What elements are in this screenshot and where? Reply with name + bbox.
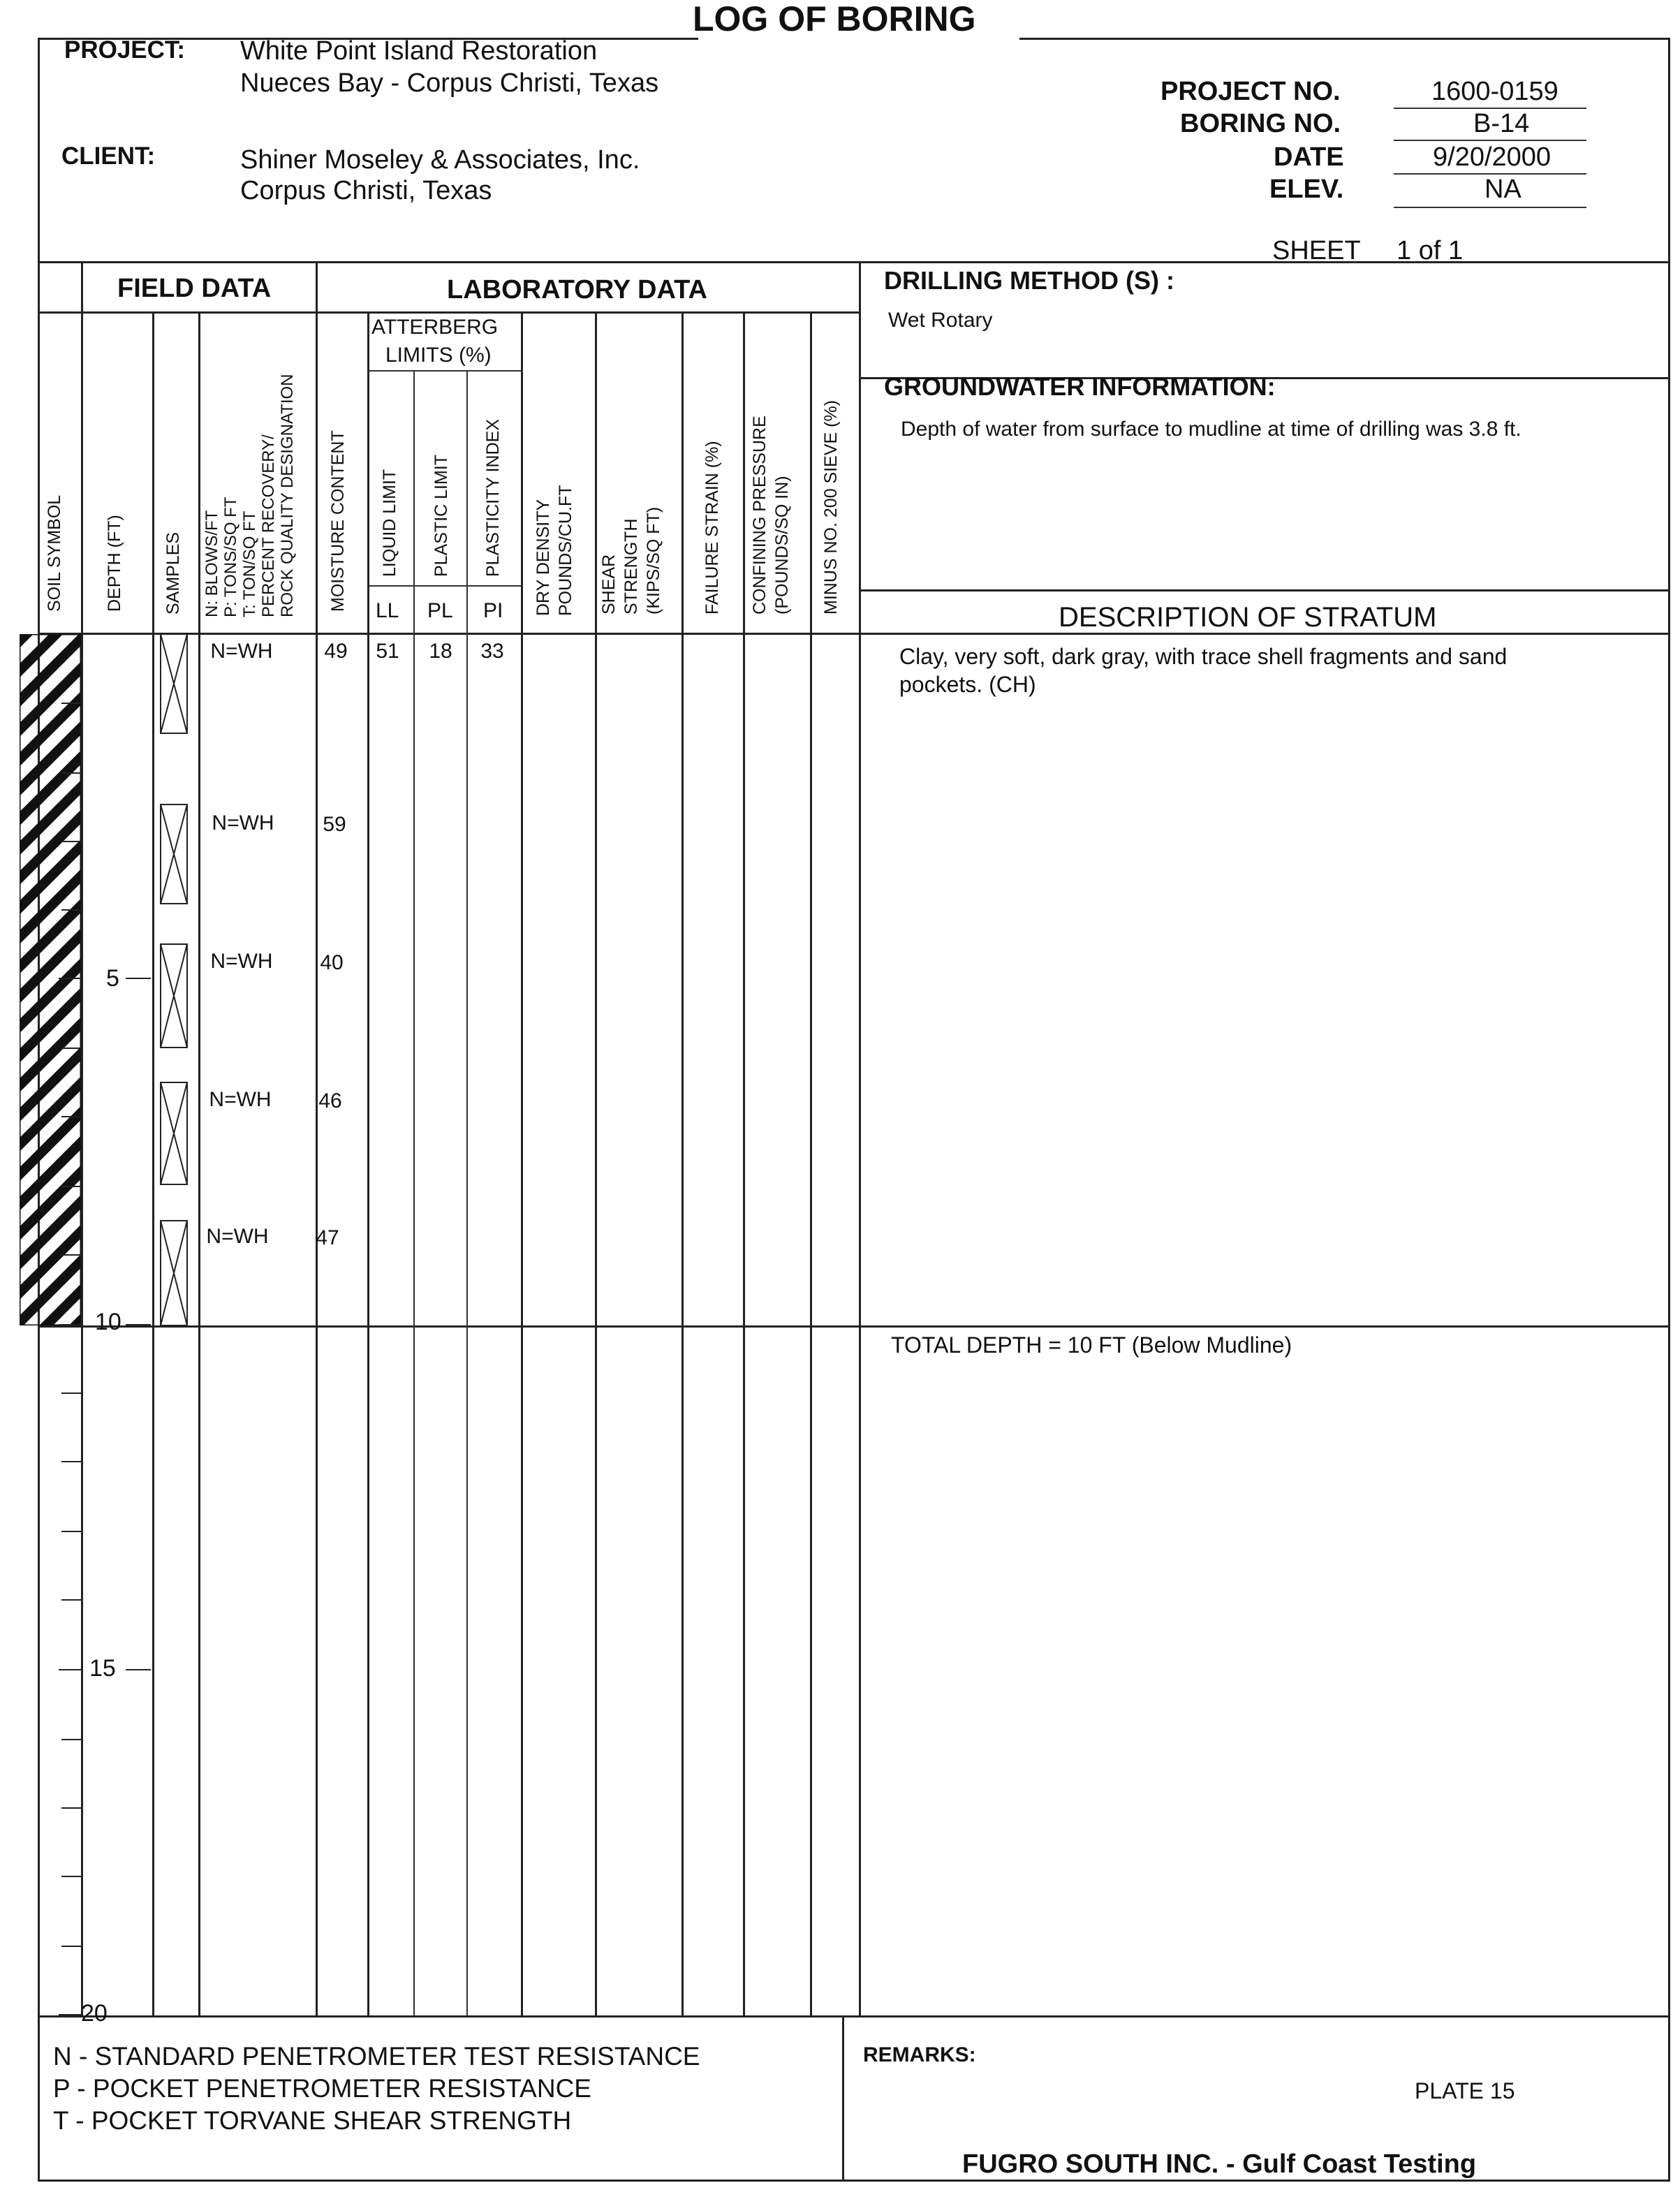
- col-line-confining: [810, 311, 812, 2015]
- fieldlab-divider: [38, 311, 859, 314]
- field-legend-line: P: TONS/SQ FT: [221, 497, 240, 617]
- company-division: Gulf Coast Testing: [1242, 2149, 1477, 2179]
- sheet-value: 1 of 1: [1397, 236, 1464, 265]
- client-location: Corpus Christi, Texas: [240, 176, 492, 205]
- confining-line: CONFINING PRESSURE: [750, 416, 769, 615]
- total-depth: TOTAL DEPTH = 10 FT (Below Mudline): [891, 1332, 1292, 1358]
- col-line-samples: [198, 311, 200, 2015]
- sheet-label: SHEET: [1272, 236, 1361, 265]
- legend-line: T - POCKET TORVANE SHEAR STRENGTH: [53, 2106, 572, 2135]
- depth-tick: [61, 703, 81, 704]
- depth-tick: [61, 1807, 81, 1809]
- legend-line: N - STANDARD PENETROMETER TEST RESISTANCE: [53, 2042, 700, 2071]
- date-label: DATE: [1274, 142, 1344, 172]
- sample-field-value: N=WH: [206, 1225, 269, 1248]
- pl-label: PL: [427, 599, 453, 622]
- depth-tick: [61, 1186, 81, 1187]
- depth-header: DEPTH (FT): [105, 515, 124, 612]
- depth-tick: [61, 1116, 81, 1117]
- depth-label-10: 10: [95, 1309, 121, 1335]
- failure-strain-header: FAILURE STRAIN (%): [702, 441, 722, 615]
- dry-density-line: DRY DENSITY: [533, 499, 553, 616]
- depth-major-tick: [126, 1669, 151, 1670]
- depth-label-20: 20: [81, 2000, 108, 2027]
- depth-tick: [61, 1531, 81, 1532]
- col-line-ll: [413, 370, 415, 2015]
- minus-200-header: MINUS NO. 200 SIEVE (%): [821, 399, 841, 615]
- depth-tick: [61, 1392, 81, 1394]
- elev-value: NA: [1484, 175, 1521, 204]
- dry-density-line: POUNDS/CU.FT: [556, 485, 575, 616]
- sample-moisture: 46: [318, 1089, 342, 1112]
- depth-tick: [61, 1048, 81, 1049]
- shear-strength-header: [598, 507, 665, 615]
- sample-moisture: 47: [316, 1226, 339, 1249]
- groundwater-bottom-line: [859, 589, 1670, 591]
- laboratory-data-heading: LABORATORY DATA: [447, 275, 707, 304]
- project-label: PROJECT:: [64, 36, 186, 64]
- moisture-content-header: MOISTURE CONTENT: [328, 430, 348, 612]
- depth-major-tick: [59, 978, 82, 979]
- legend-remarks-divider: [842, 2015, 844, 2182]
- stratum-description-line: pockets. (CH): [899, 672, 1036, 697]
- sample-field-value: N=WH: [209, 1088, 272, 1111]
- shear-line: STRENGTH: [621, 518, 641, 615]
- elev-label: ELEV.: [1269, 175, 1344, 204]
- sample-moisture: 59: [323, 813, 346, 836]
- sample-moisture: 49: [324, 640, 348, 663]
- sample-pi: 33: [480, 640, 504, 663]
- depth-tick: [61, 1739, 81, 1740]
- project-location: Nueces Bay - Corpus Christi, Texas: [240, 68, 659, 98]
- sample-field-value: N=WH: [212, 811, 274, 835]
- depth-major-tick: [126, 978, 151, 979]
- col-line-minus200: [859, 261, 861, 2015]
- col-line-dry: [595, 311, 597, 2015]
- sample-ll: 51: [376, 640, 399, 663]
- depth-tick: [61, 1876, 81, 1877]
- pi-label: PI: [483, 599, 503, 622]
- client-label: CLIENT:: [61, 142, 156, 170]
- sample-column: [152, 634, 198, 1325]
- field-legend-line: ROCK QUALITY DESIGNATION: [278, 374, 297, 617]
- confining-line: (POUNDS/SQ IN): [772, 476, 792, 615]
- boring-no-label: BORING NO.: [1180, 109, 1341, 138]
- depth-tick: [61, 1461, 81, 1462]
- project-no-label: PROJECT NO.: [1160, 77, 1341, 106]
- field-legend-header: [202, 374, 297, 617]
- page-title: LOG OF BORING: [693, 0, 976, 38]
- shear-line: (KIPS/SQ FT): [644, 506, 663, 615]
- depth-label-15: 15: [89, 1655, 116, 1682]
- depth-major-tick: [59, 2014, 82, 2015]
- header-bottom-line: [38, 633, 1670, 635]
- atterberg-heading-1: ATTERBERG: [371, 316, 499, 339]
- stratum-description-line: Clay, very soft, dark gray, with trace shell fragments and sand: [899, 644, 1508, 669]
- soil-symbol-hatch: [20, 634, 81, 1325]
- depth-tick: [61, 1946, 81, 1947]
- field-legend-line: PERCENT RECOVERY/: [259, 434, 278, 617]
- col-line-pl: [466, 370, 468, 2015]
- boring-no-underline: [1394, 140, 1586, 141]
- depth-major-tick: [126, 1324, 151, 1325]
- col-line-field: [316, 261, 318, 2015]
- groundwater-value: Depth of water from surface to mudline at time of drilling was 3.8 ft.: [901, 418, 1521, 441]
- header-top-line: [38, 261, 1670, 263]
- client-name: Shiner Moseley & Associates, Inc.: [240, 145, 640, 175]
- atterberg-underline: [367, 370, 521, 372]
- plastic-limit-header: PLASTIC LIMIT: [432, 454, 451, 577]
- samples-header: SAMPLES: [163, 531, 183, 615]
- depth-tick: [61, 909, 81, 911]
- log-bottom-line: [38, 2015, 1670, 2018]
- col-line-soil: [81, 261, 83, 2015]
- sample-pl: 18: [429, 640, 452, 663]
- sample-field-value: N=WH: [210, 950, 273, 973]
- project-no-value: 1600-0159: [1431, 77, 1559, 106]
- drilling-method-value: Wet Rotary: [888, 309, 993, 332]
- remarks-label: REMARKS:: [863, 2043, 976, 2066]
- log-frame: [38, 38, 1670, 2182]
- boring-no-value: B-14: [1473, 109, 1530, 138]
- soil-symbol-header: SOIL SYMBOL: [45, 494, 64, 612]
- sample-moisture: 40: [320, 951, 344, 974]
- col-line-shear: [681, 311, 684, 2015]
- col-line-pi: [521, 311, 523, 2015]
- ll-label: LL: [376, 599, 399, 622]
- col-line-moisture: [367, 311, 369, 2015]
- elev-underline: [1394, 207, 1586, 208]
- description-heading: DESCRIPTION OF STRATUM: [1059, 602, 1437, 633]
- field-data-heading: FIELD DATA: [117, 274, 272, 303]
- legend-line: P - POCKET PENETROMETER RESISTANCE: [53, 2074, 591, 2103]
- ll-pl-pi-top-line: [367, 585, 521, 587]
- date-value: 9/20/2000: [1433, 142, 1552, 172]
- depth-tick: [61, 1599, 81, 1601]
- project-name: White Point Island Restoration: [240, 36, 598, 66]
- plasticity-index-header: PLASTICITY INDEX: [483, 419, 503, 577]
- atterberg-heading-2: LIMITS (%): [385, 344, 492, 367]
- title-gap: [698, 38, 1019, 42]
- groundwater-label: GROUNDWATER INFORMATION:: [884, 372, 1276, 401]
- col-line-failure: [743, 311, 745, 2015]
- depth-major-tick: [59, 1669, 82, 1670]
- sample-field-value: N=WH: [210, 640, 273, 663]
- company-name-text: FUGRO SOUTH INC. -: [962, 2149, 1243, 2179]
- drilling-method-label: DRILLING METHOD (S) :: [884, 266, 1174, 295]
- field-legend-line: T: TON/SQ FT: [240, 510, 259, 617]
- depth-major-tick: [59, 1324, 82, 1325]
- liquid-limit-header: LIQUID LIMIT: [380, 469, 399, 577]
- depth-tick: [61, 1254, 81, 1256]
- depth-tick: [61, 772, 81, 774]
- shear-line: SHEAR: [599, 554, 619, 615]
- confining-pressure-header: [749, 416, 793, 615]
- depth-tick: [61, 841, 81, 842]
- plate-number: PLATE 15: [1415, 2078, 1515, 2103]
- dry-density-header: [532, 485, 577, 617]
- depth-label-5: 5: [106, 965, 119, 992]
- stratum-bottom-line: [38, 1325, 1670, 1328]
- field-legend-line: N: BLOWS/FT: [202, 510, 221, 617]
- company-name: [962, 2151, 1476, 2177]
